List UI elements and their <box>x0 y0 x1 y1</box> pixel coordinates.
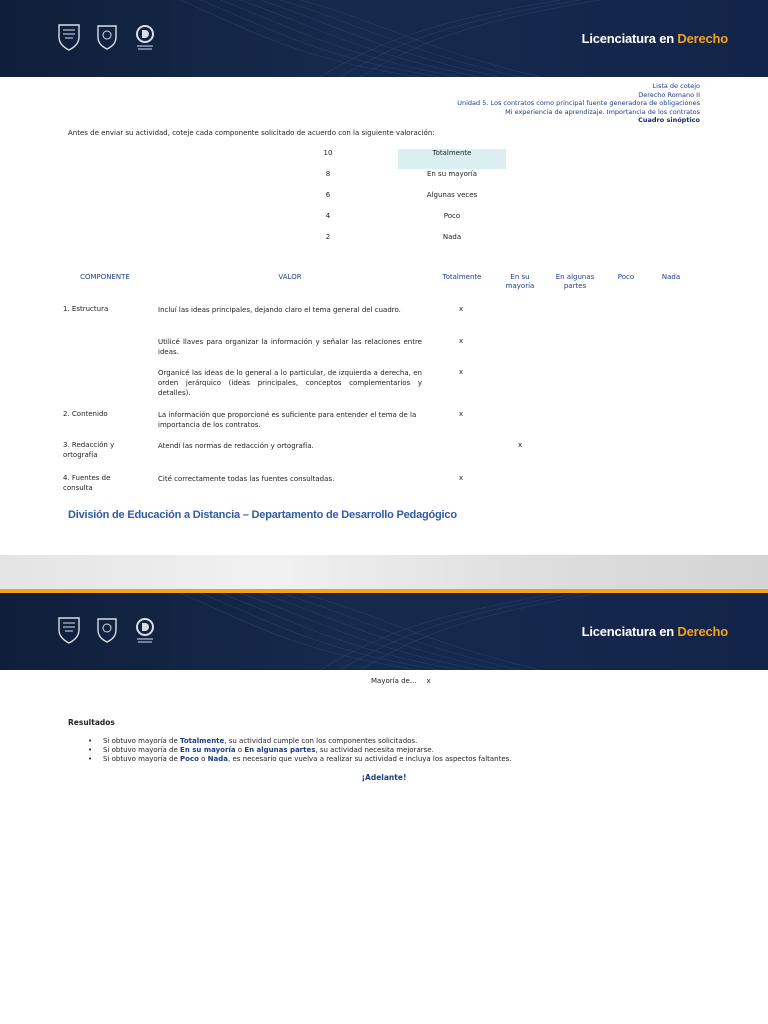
header-totalmente: Totalmente <box>442 273 482 281</box>
scale-value: 6 <box>325 191 331 199</box>
program-title-accent: Derecho <box>677 624 728 639</box>
results-item: • Si obtuvo mayoría de En su mayoría o En algunas partes, su actividad necesita mejorarse. <box>88 746 512 755</box>
closing-message: ¡Adelante! <box>361 773 407 782</box>
second-page-banner <box>0 593 768 670</box>
header-line: Mi experiencia de aprendizaje. Importancia de los contratos <box>505 107 700 116</box>
row-description: Organicé las ideas de lo general a lo particular, de izquierda a derecha, en orden jerárquico (ideas principales, conceptos complementarios y detalles). <box>158 369 422 397</box>
header-en-su-mayoria: En su mayoría <box>505 273 535 290</box>
row-description: Incluí las ideas principales, dejando claro el tema general del cuadro. <box>158 306 401 314</box>
scale-value: 2 <box>325 233 331 241</box>
row-component: 4. Fuentes de consulta <box>63 474 111 492</box>
program-title: Licenciatura en Derecho <box>581 624 728 639</box>
unam-crest-icon <box>56 615 82 645</box>
top-banner <box>0 0 768 77</box>
row-mark: x <box>518 441 523 449</box>
scale-row <box>290 146 520 167</box>
majority-mark: x <box>426 677 431 685</box>
valuation-scale <box>290 146 520 251</box>
header-valor: VALOR <box>278 273 302 281</box>
scale-label: En su mayoría <box>426 170 478 178</box>
majority-row <box>371 677 431 685</box>
header-componente: COMPONENTE <box>80 273 130 281</box>
institution-logos <box>56 22 158 52</box>
header-line: Unidad 5. Los contratos como principal fuente generadora de obligaciones <box>457 99 700 107</box>
header-poco: Poco <box>617 273 635 281</box>
scale-label: Algunas veces <box>426 191 478 199</box>
page-separator <box>0 555 768 589</box>
intro-text: Antes de enviar su actividad, coteje cada componente solicitado de acuerdo con la siguiente valoración: <box>68 129 435 137</box>
row-mark: x <box>459 474 464 482</box>
row-mark: x <box>459 368 464 376</box>
scale-value: 4 <box>325 212 331 220</box>
program-title-accent: Derecho <box>677 31 728 46</box>
header-activity-title: Cuadro sinóptico <box>638 116 700 124</box>
header-line: Lista de cotejo <box>652 82 700 90</box>
scale-label: Poco <box>443 212 461 220</box>
scale-row <box>290 188 520 209</box>
division-footer-subtitle: División de Educación a Distancia – Departamento de Desarrollo Pedagógico <box>68 509 457 521</box>
row-mark: x <box>459 337 464 345</box>
scale-label: Nada <box>442 233 462 241</box>
results-item: • Si obtuvo mayoría de Poco o Nada, es necesario que vuelva a realizar su actividad e incluya los aspectos faltantes. <box>88 755 512 764</box>
result-keyword: En algunas partes <box>244 746 316 754</box>
result-keyword: Totalmente <box>180 737 225 745</box>
results-item: • Si obtuvo mayoría de Totalmente, su actividad cumple con los componentes solicitados. <box>88 737 512 746</box>
row-component: 1. Estructura <box>63 305 109 313</box>
result-keyword: En su mayoría <box>180 746 236 754</box>
faculty-crest-icon <box>94 615 120 645</box>
results-title: Resultados <box>68 718 115 727</box>
division-logo-icon <box>132 22 158 52</box>
header-nada: Nada <box>661 273 681 281</box>
scale-value: 8 <box>325 170 331 178</box>
header-en-algunas-partes: En algunas partes <box>555 273 595 290</box>
program-title: Licenciatura en Derecho <box>581 31 728 46</box>
row-mark: x <box>459 305 464 313</box>
scale-value: 10 <box>323 149 333 157</box>
result-keyword: Nada <box>207 755 228 763</box>
result-keyword: Poco <box>180 755 199 763</box>
header-line: Derecho Romano II <box>638 90 700 99</box>
row-description: Atendí las normas de redacción y ortografía. <box>158 442 314 450</box>
scale-row <box>290 209 520 230</box>
scale-row <box>290 167 520 188</box>
row-description: Utilicé llaves para organizar la información y señalar las relaciones entre ideas. <box>158 338 422 356</box>
document-header <box>457 82 700 125</box>
row-description: Cité correctamente todas las fuentes consultadas. <box>158 475 335 483</box>
institution-logos <box>56 615 158 645</box>
row-component: 3. Redacción y ortografía <box>63 441 115 459</box>
row-component: 2. Contenido <box>63 410 108 418</box>
scale-label-highlighted: Totalmente <box>398 149 506 169</box>
row-mark: x <box>459 410 464 418</box>
faculty-crest-icon <box>94 22 120 52</box>
unam-crest-icon <box>56 22 82 52</box>
majority-label: Mayoría de... <box>371 677 417 685</box>
results-list <box>88 737 512 764</box>
row-description: La información que proporcioné es suficiente para entender el tema de la importancia de los contratos. <box>158 411 417 429</box>
scale-row <box>290 230 520 251</box>
division-logo-icon <box>132 615 158 645</box>
